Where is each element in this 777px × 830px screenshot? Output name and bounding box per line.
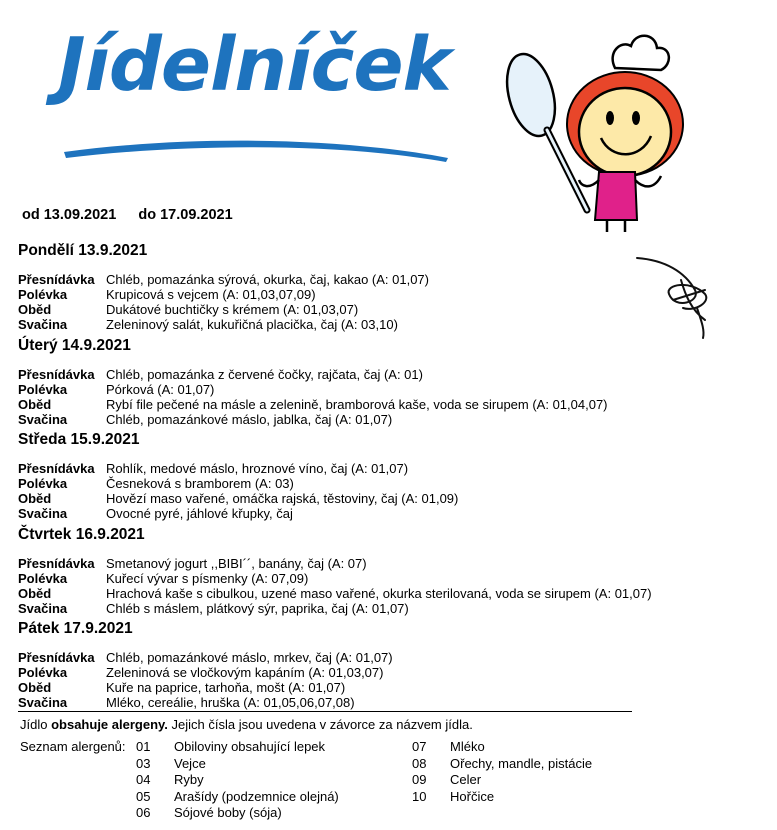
day-block bbox=[18, 526, 652, 616]
meal-text: Ovocné pyré, jáhlové křupky, čaj bbox=[106, 506, 293, 521]
meal-row bbox=[18, 461, 458, 476]
note-suffix: Jejich čísla jsou uvedena v závorce za názvem jídla. bbox=[171, 717, 473, 732]
allergens-label: Seznam alergenů: bbox=[20, 739, 126, 754]
meal-text: Zeleninový salát, kukuřičná placička, čaj (A: 03,10) bbox=[106, 317, 398, 332]
meal-row bbox=[18, 506, 458, 521]
meal-row bbox=[18, 571, 652, 586]
day-title: Pondělí 13.9.2021 bbox=[18, 242, 148, 259]
menu-title: Jídelníček bbox=[58, 22, 451, 108]
allergen-name: Vejce bbox=[174, 755, 206, 771]
menu-period bbox=[22, 207, 233, 223]
meal-text: Hrachová kaše s cibulkou, uzené maso vařené, okurka sterilovaná, voda se sirupem (A: 01,07) bbox=[106, 586, 652, 601]
day-block bbox=[18, 620, 393, 710]
day-block bbox=[18, 431, 458, 521]
allergen-name: Ryby bbox=[174, 772, 204, 787]
allergen-list-right bbox=[412, 739, 592, 805]
meal-label: Oběd bbox=[18, 302, 52, 317]
decorative-flourish bbox=[635, 250, 715, 340]
meal-text: Česneková s bramborem (A: 03) bbox=[106, 476, 294, 491]
day-block bbox=[18, 242, 429, 332]
allergen-item bbox=[412, 756, 592, 773]
period-from: od 13.09.2021 bbox=[22, 207, 117, 223]
meal-row bbox=[18, 491, 458, 506]
day-title: Úterý 14.9.2021 bbox=[18, 337, 131, 354]
meal-text: Zeleninová se vločkovým kapáním (A: 01,03,07) bbox=[106, 665, 384, 680]
meal-row bbox=[18, 586, 652, 601]
allergen-num: 04 bbox=[136, 772, 151, 787]
meal-text: Rohlík, medové máslo, hroznové víno, čaj (A: 01,07) bbox=[106, 461, 409, 476]
allergen-num: 03 bbox=[136, 755, 151, 771]
meal-label: Svačina bbox=[18, 317, 68, 332]
meal-label: Svačina bbox=[18, 506, 68, 521]
meal-row bbox=[18, 412, 608, 427]
meal-label: Svačina bbox=[18, 412, 68, 427]
meal-row bbox=[18, 382, 608, 397]
meal-label: Svačina bbox=[18, 601, 68, 616]
meal-label: Svačina bbox=[18, 695, 68, 710]
allergen-num: 10 bbox=[412, 788, 427, 804]
meal-text: Chléb s máslem, plátkový sýr, paprika, čaj (A: 01,07) bbox=[106, 601, 409, 616]
allergen-item bbox=[412, 789, 592, 806]
meal-text: Pórková (A: 01,07) bbox=[106, 382, 215, 397]
meal-row bbox=[18, 650, 393, 665]
allergen-item bbox=[136, 739, 339, 756]
allergen-num: 01 bbox=[136, 739, 151, 754]
allergen-num: 09 bbox=[412, 772, 427, 787]
meal-row bbox=[18, 695, 393, 710]
meal-row bbox=[18, 367, 608, 382]
allergen-name: Obiloviny obsahující lepek bbox=[174, 739, 326, 754]
allergen-name: Arašídy (podzemnice olejná) bbox=[174, 788, 339, 804]
meal-text: Hovězí maso vařené, omáčka rajská, těstoviny, čaj (A: 01,09) bbox=[106, 491, 459, 506]
allergen-num: 07 bbox=[412, 739, 427, 754]
meal-row bbox=[18, 287, 429, 302]
allergen-num: 06 bbox=[136, 805, 151, 820]
allergen-name: Mléko bbox=[450, 739, 485, 754]
allergen-num: 05 bbox=[136, 788, 151, 804]
meal-label: Oběd bbox=[18, 586, 52, 601]
allergen-list-left bbox=[136, 739, 339, 822]
meal-text: Kuřecí vývar s písmenky (A: 07,09) bbox=[106, 571, 309, 586]
meal-text: Rybí file pečené na másle a zelenině, bramborová kaše, voda se sirupem (A: 01,04,07) bbox=[106, 397, 608, 412]
meal-row bbox=[18, 556, 652, 571]
allergen-item bbox=[136, 772, 339, 789]
allergen-name: Ořechy, mandle, pistácie bbox=[450, 755, 593, 771]
allergen-num: 08 bbox=[412, 755, 427, 771]
meal-text: Dukátové buchtičky s krémem (A: 01,03,07) bbox=[106, 302, 359, 317]
meal-label: Přesnídávka bbox=[18, 367, 95, 382]
allergen-note bbox=[20, 717, 473, 732]
chef-girl-illustration bbox=[495, 20, 685, 235]
divider bbox=[18, 711, 632, 712]
allergen-item bbox=[136, 789, 339, 806]
meal-label: Oběd bbox=[18, 491, 52, 506]
allergen-item bbox=[412, 772, 592, 789]
meal-label: Polévka bbox=[18, 665, 68, 680]
allergen-item bbox=[412, 739, 592, 756]
meal-label: Polévka bbox=[18, 382, 68, 397]
meal-row bbox=[18, 476, 458, 491]
allergen-item bbox=[136, 805, 339, 822]
meal-text: Smetanový jogurt ,,BIBI´´, banány, čaj (A: 07) bbox=[106, 556, 367, 571]
meal-label: Přesnídávka bbox=[18, 461, 95, 476]
allergen-item bbox=[136, 756, 339, 773]
meal-label: Polévka bbox=[18, 476, 68, 491]
title-underline bbox=[62, 128, 452, 164]
meal-label: Přesnídávka bbox=[18, 650, 95, 665]
meal-row bbox=[18, 397, 608, 412]
allergen-name: Hořčice bbox=[450, 788, 495, 804]
meal-text: Chléb, pomazánkové máslo, jablka, čaj (A: 01,07) bbox=[106, 412, 393, 427]
meal-text: Chléb, pomazánkové máslo, mrkev, čaj (A: 01,07) bbox=[106, 650, 393, 665]
meal-row bbox=[18, 601, 652, 616]
meal-label: Přesnídávka bbox=[18, 272, 95, 287]
meal-text: Krupicová s vejcem (A: 01,03,07,09) bbox=[106, 287, 316, 302]
meal-label: Polévka bbox=[18, 571, 68, 586]
period-to: do 17.09.2021 bbox=[138, 207, 233, 223]
meal-row bbox=[18, 272, 429, 287]
meal-label: Polévka bbox=[18, 287, 68, 302]
meal-text: Chléb, pomazánka sýrová, okurka, čaj, kakao (A: 01,07) bbox=[106, 272, 429, 287]
meal-text: Chléb, pomazánka z červené čočky, rajčata, čaj (A: 01) bbox=[106, 367, 423, 382]
note-prefix: Jídlo bbox=[20, 717, 48, 732]
meal-row bbox=[18, 680, 393, 695]
meal-label: Přesnídávka bbox=[18, 556, 95, 571]
day-title: Čtvrtek 16.9.2021 bbox=[18, 526, 145, 543]
day-block bbox=[18, 337, 608, 427]
meal-row bbox=[18, 317, 429, 332]
meal-label: Oběd bbox=[18, 680, 52, 695]
meal-text: Mléko, cereálie, hruška (A: 01,05,06,07,08) bbox=[106, 695, 355, 710]
meal-text: Kuře na paprice, tarhoňa, mošt (A: 01,07) bbox=[106, 680, 346, 695]
meal-row bbox=[18, 665, 393, 680]
allergen-name: Sójové boby (sója) bbox=[174, 805, 282, 820]
day-title: Středa 15.9.2021 bbox=[18, 431, 140, 448]
meal-label: Oběd bbox=[18, 397, 52, 412]
allergen-name: Celer bbox=[450, 772, 482, 787]
day-title: Pátek 17.9.2021 bbox=[18, 620, 133, 637]
meal-row bbox=[18, 302, 429, 317]
note-bold: obsahuje alergeny. bbox=[51, 717, 168, 732]
